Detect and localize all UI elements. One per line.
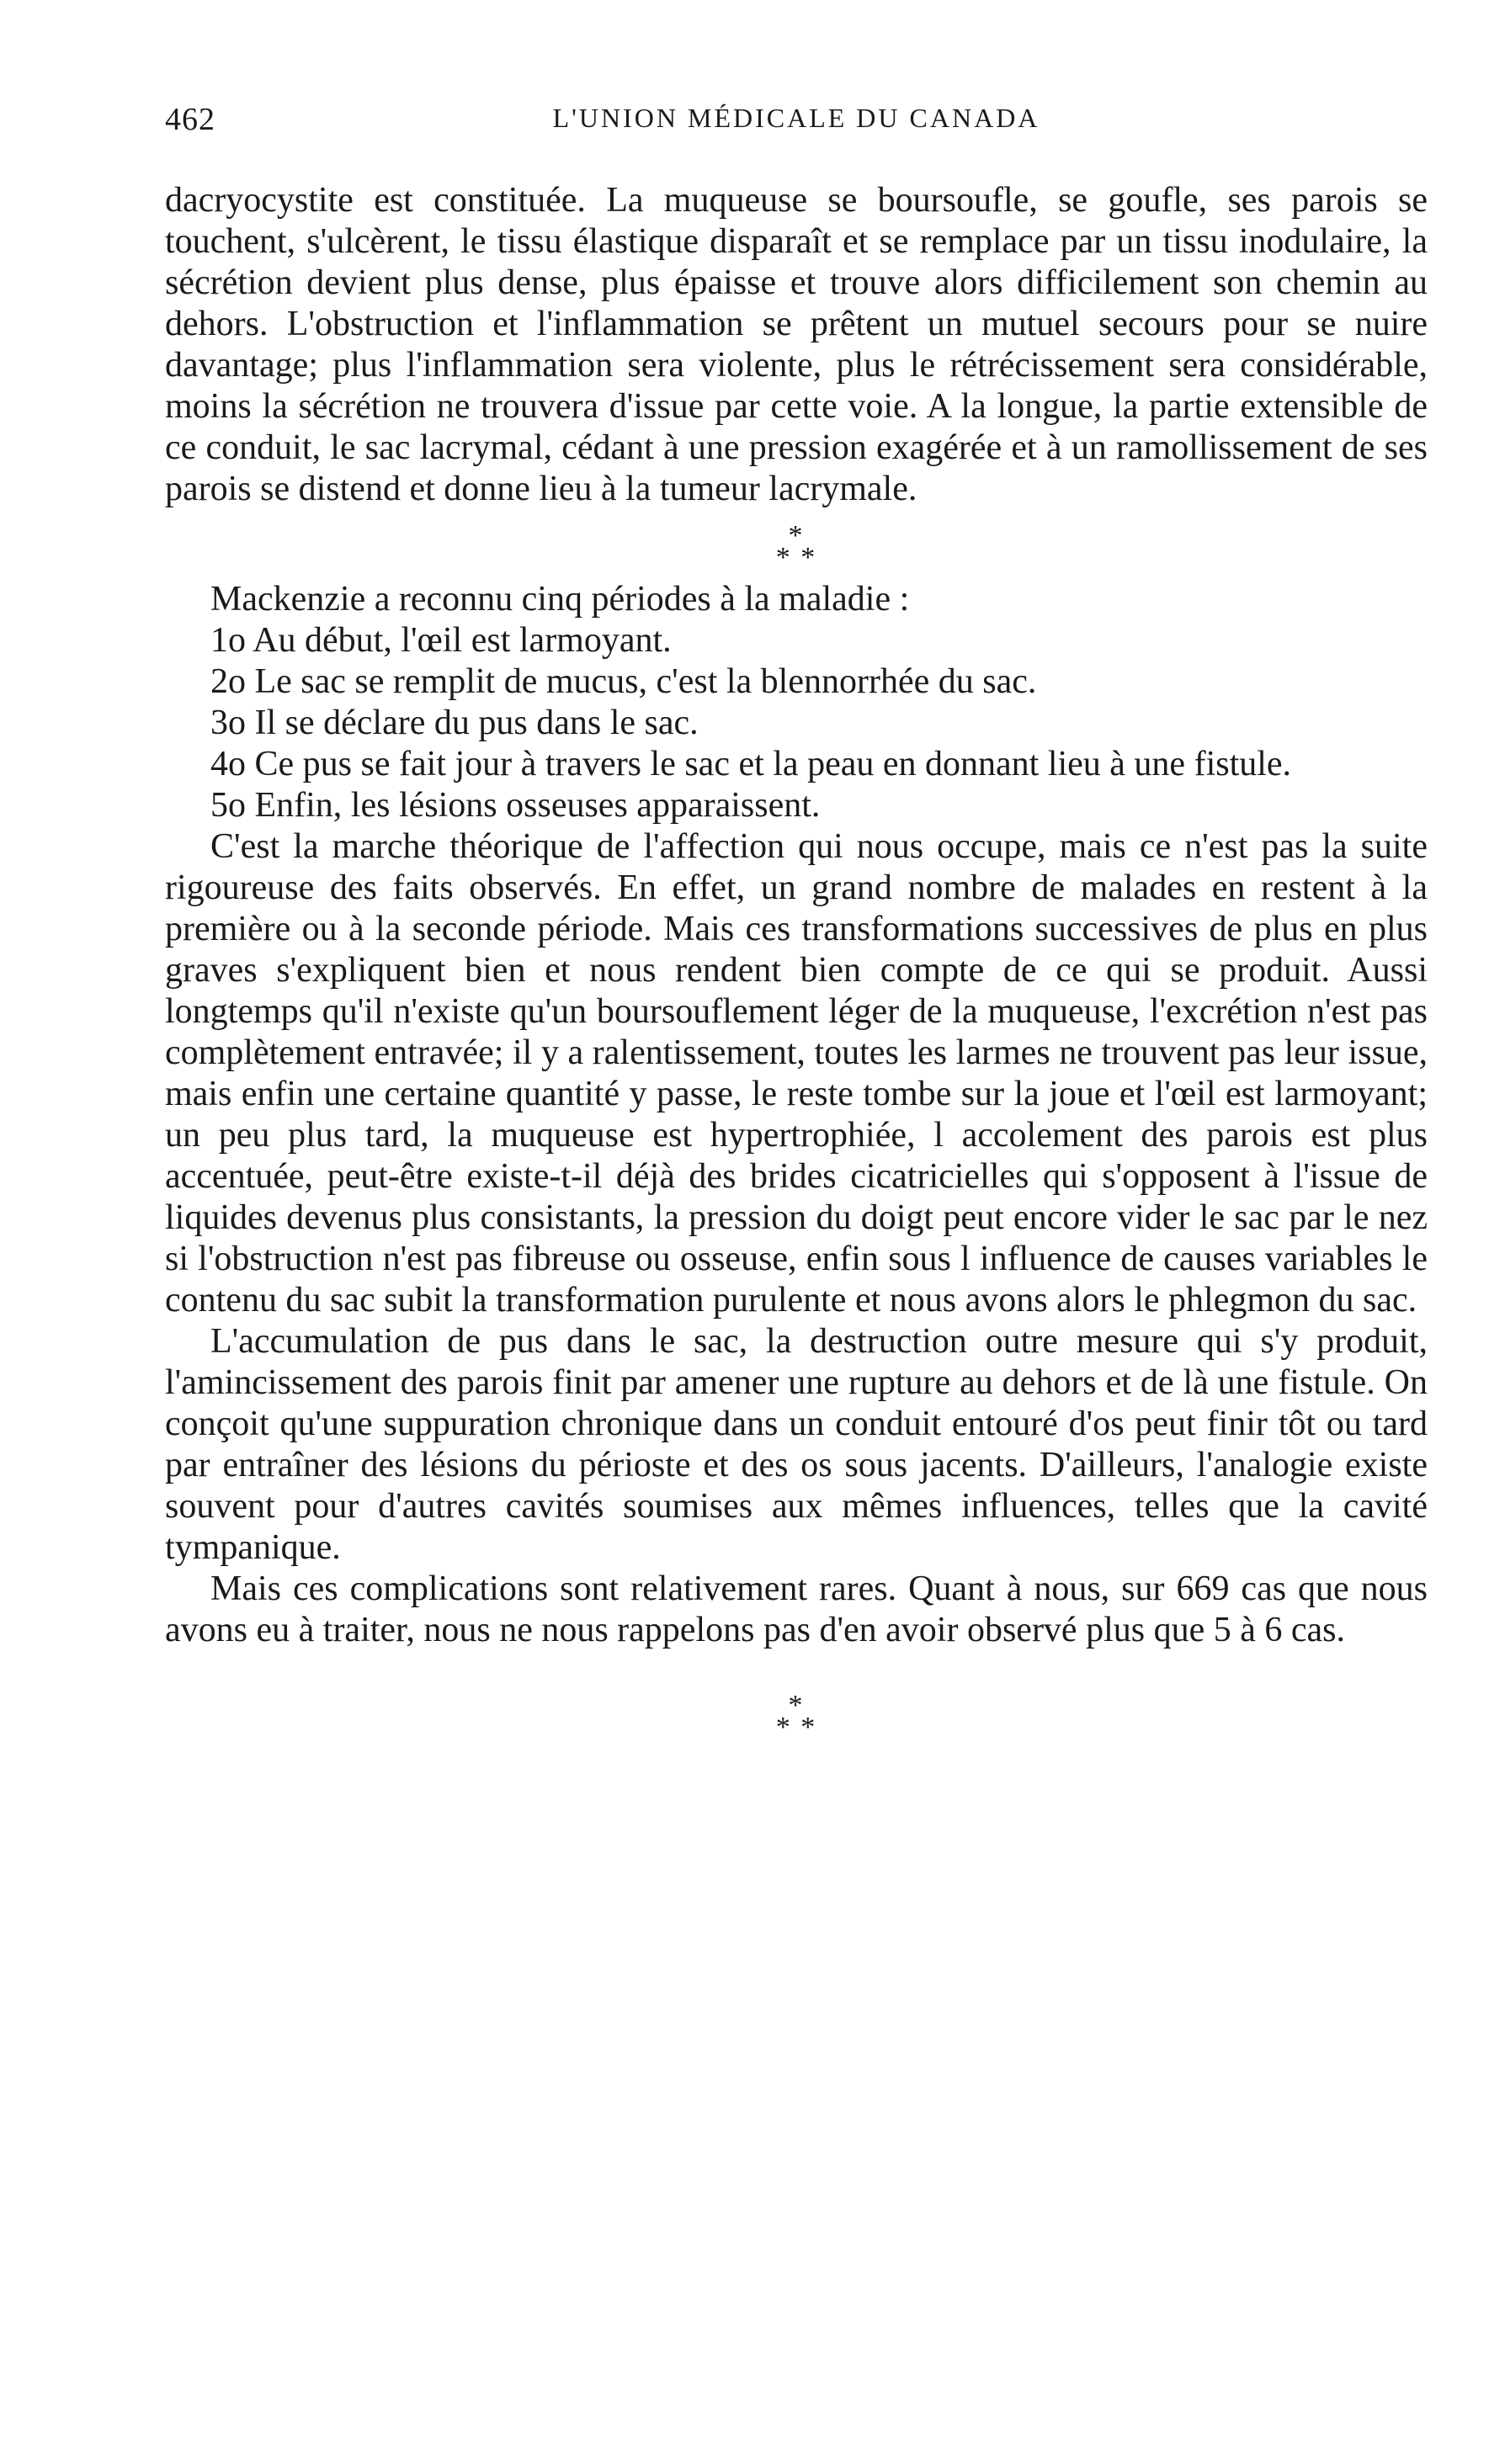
period-item-1: 1o Au début, l'œil est larmoyant. <box>210 621 672 660</box>
document-page <box>165 101 1428 1749</box>
paragraph-dacryocystite: dacryocystite est constituée. La muqueuse se boursoufle, se goufle, ses parois se touchent, s'ulcèrent, le tissu élastique disparaît et se remplace par un tissu inodulaire, la sécrétion devient plus dense, plus épaisse et trouve alors difficilement son chemin au dehors. L'obstruction et l'inflammation se prêtent un mutuel secours pour se nuire davantage; plus l'inflammation sera violente, plus le rétrécissement sera considérable, moins la sécrétion ne trouvera d'issue par cette voie. A la longue, la partie extensible de ce conduit, le sac lacrymal, cédant à une pression exagérée et à un ramollissement de ses parois se distend et donne lieu à la tumeur lacrymale. <box>165 181 1428 508</box>
period-item-4: 4o Ce pus se fait jour à travers le sac et la peau en donnant lieu à une fistule. <box>210 745 1292 783</box>
journal-title: L'UNION MÉDICALE DU CANADA <box>552 103 1040 133</box>
paragraph-accumulation-pus: L'accumulation de pus dans le sac, la destruction outre mesure qui s'y produit, l'amincissement des parois finit par amener une rupture au dehors et de là une fistule. On conçoit qu'une suppuration chronique dans un conduit entouré d'os peut finir tôt ou tard par entraîner des lésions du périoste et des os sous jacents. D'ailleurs, l'analogie existe souvent pour d'autres cavités soumises aux mêmes influences, telles que la cavité tympanique. <box>165 1322 1428 1567</box>
period-item-5: 5o Enfin, les lésions osseuses apparaissent. <box>210 786 821 825</box>
period-item-2: 2o Le sac se remplit de mucus, c'est la blennorrhée du sac. <box>210 662 1037 701</box>
asterism-top: * <box>788 520 805 551</box>
paragraph-marche-theorique: C'est la marche théorique de l'affection qui nous occupe, mais ce n'est pas la suite rigoureuse des faits observés. En effet, un grand nombre de malades en restent à la première ou à la seconde période. Mais ces transformations successives de plus en plus graves s'expliquent bien et nous rendent bien compte de ce qui se produit. Aussi longtemps qu'il n'existe qu'un boursouflement léger de la muqueuse, l'excrétion n'est pas complètement entravée; il y a ralentissement, toutes les larmes ne trouvent pas leur issue, mais enfin une certaine quantité y passe, le reste tombe sur la joue et l'œil est larmoyant; un peu plus tard, la muqueuse est hypertrophiée, l accolement des parois est plus accentuée, peut-être existe-t-il déjà des brides cicatricielles qui s'opposent à l'issue de liquides devenus plus consistants, la pression du doigt peut encore vider le sac par le nez si l'obstruction n'est pas fibreuse ou osseuse, enfin sous l influence de causes variables le contenu du sac subit la transformation purulente et nous avons alors le phlegmon du sac. <box>165 827 1428 1320</box>
running-header <box>165 101 1428 151</box>
period-item-3: 3o Il se déclare du pus dans le sac. <box>210 704 699 742</box>
asterism-top: * <box>788 1690 805 1721</box>
section-asterism-final <box>165 1680 1428 1749</box>
page-number: 462 <box>165 102 215 137</box>
asterism-bottom: * * <box>775 542 817 573</box>
paragraph-complications: Mais ces complications sont relativement rares. Quant à nous, sur 669 cas que nous avons eu à traiter, nous ne nous rappelons pas d'en avoir observé plus que 5 à 6 cas. <box>165 1569 1428 1649</box>
asterism-bottom: * * <box>775 1712 817 1743</box>
paragraph-mackenzie-intro: Mackenzie a reconnu cinq périodes à la maladie : <box>210 580 910 619</box>
section-asterism <box>165 510 1428 579</box>
